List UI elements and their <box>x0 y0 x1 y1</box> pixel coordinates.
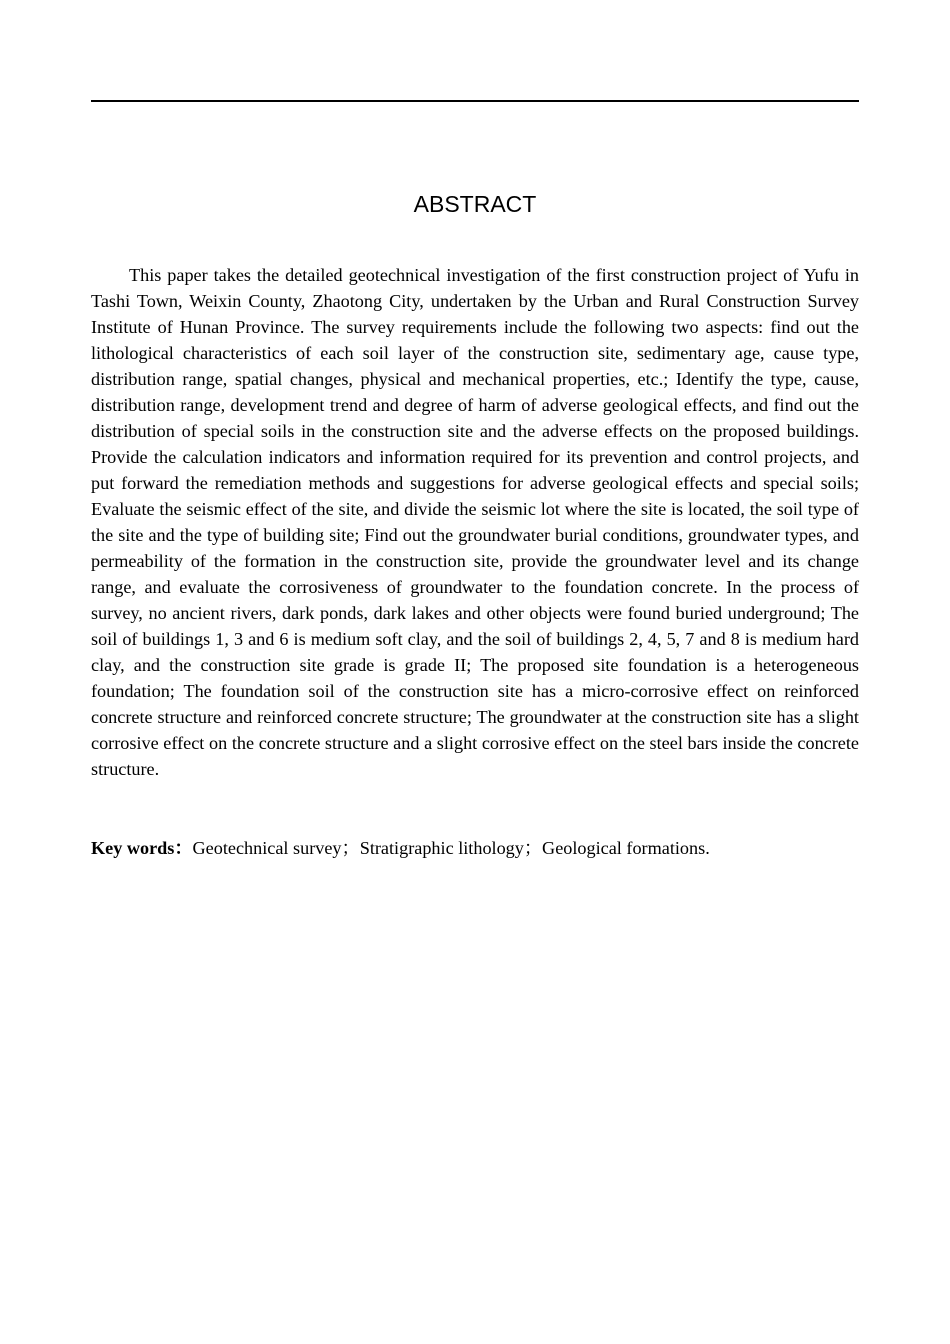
keywords-text: Geotechnical survey；Stratigraphic lithology；Geological formations. <box>192 838 710 858</box>
keywords-line <box>91 835 859 861</box>
abstract-body: This paper takes the detailed geotechnical investigation of the first construction project of Yufu in Tashi Town, Weixin County, Zhaotong City, undertaken by the Urban and Rural Construction Survey Institute of Hunan Province. The survey requirements include the following two aspects: find out the lithological characteristics of each soil layer of the construction site, sedimentary age, cause type, distribution range, spatial changes, physical and mechanical properties, etc.; Identify the type, cause, distribution range, development trend and degree of harm of adverse geological effects, and find out the distribution of special soils in the construction site and the adverse effects on the proposed buildings. Provide the calculation indicators and information required for its prevention and control projects, and put forward the remediation methods and suggestions for adverse geological effects and special soils; Evaluate the seismic effect of the site, and divide the seismic lot where the site is located, the soil type of the site and the type of building site; Find out the groundwater burial conditions, groundwater types, and permeability of the formation in the construction site, provide the groundwater level and its change range, and evaluate the corrosiveness of groundwater to the foundation concrete. In the process of survey, no ancient rivers, dark ponds, dark lakes and other objects were found buried underground; The soil of buildings 1, 3 and 6 is medium soft clay, and the soil of buildings 2, 4, 5, 7 and 8 is medium hard clay, and the construction site grade is grade II; The proposed site foundation is a heterogeneous foundation; The foundation soil of the construction site has a micro-corrosive effect on reinforced concrete structure and reinforced concrete structure; The groundwater at the construction site has a slight corrosive effect on the concrete structure and a slight corrosive effect on the steel bars inside the concrete structure. <box>91 265 859 779</box>
abstract-title: ABSTRACT <box>413 191 537 217</box>
keywords-label: Key words： <box>91 838 193 858</box>
header-rule <box>91 100 859 102</box>
